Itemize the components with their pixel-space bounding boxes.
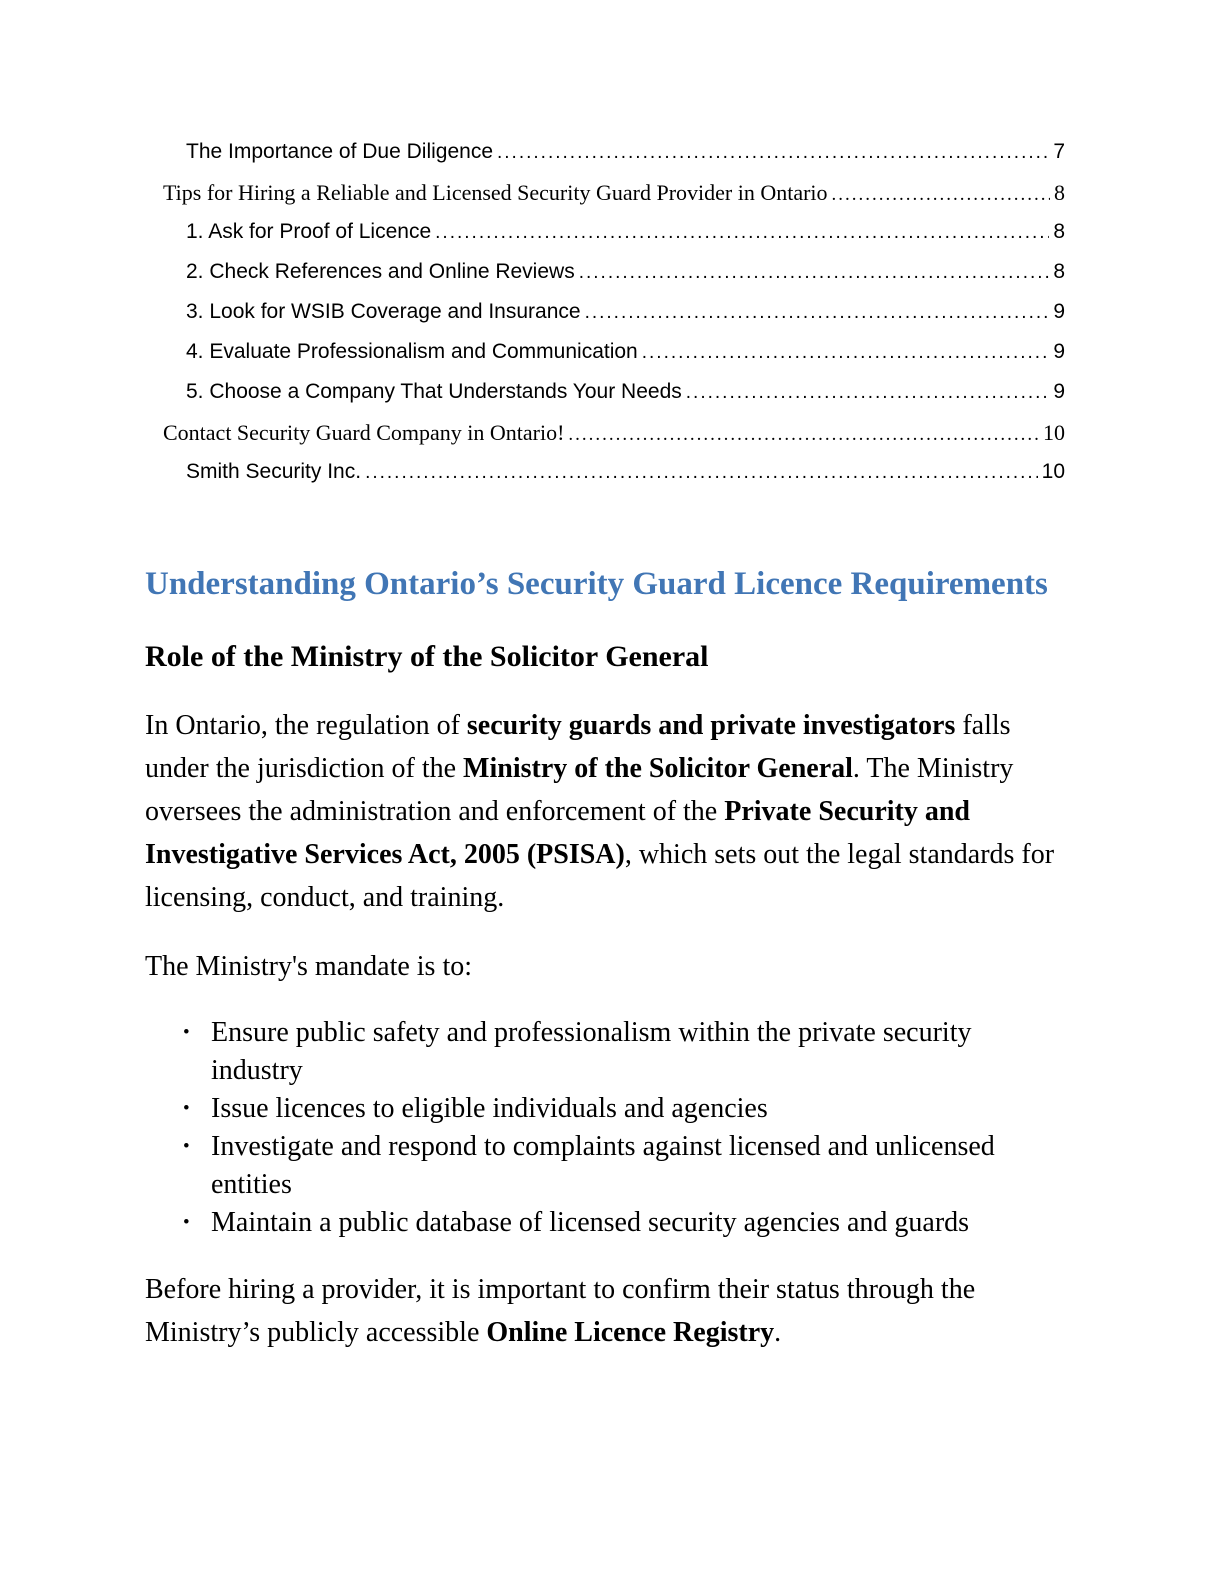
toc-entry-tips-for-hiring[interactable] xyxy=(145,180,1065,220)
section-heading: Understanding Ontario’s Security Guard Licence Requirements xyxy=(145,566,1048,602)
toc-entry-label: 1. Ask for Proof of Licence xyxy=(186,220,432,243)
toc-entry-label: 4. Evaluate Professionalism and Communication xyxy=(186,340,638,363)
text-run-bold: security guards and private investigators xyxy=(466,710,956,741)
toc-dot-leader xyxy=(642,340,1050,364)
toc-page-number: 9 xyxy=(1053,380,1065,403)
toc-dot-leader xyxy=(579,260,1050,284)
toc-dot-leader xyxy=(585,300,1050,324)
toc-entry-check-references[interactable] xyxy=(145,260,1065,300)
paragraph-regulation xyxy=(145,704,1065,919)
text-run: , which sets out the legal standards for licensing, conduct, and training. xyxy=(145,839,1055,913)
toc-entry-label: 5. Choose a Company That Understands Your Needs xyxy=(186,380,682,403)
bullet-item: • Maintain a public database of licensed security agencies and guards xyxy=(145,1204,1065,1242)
toc-entry-label: Contact Security Guard Company in Ontario! xyxy=(163,420,565,445)
toc-entry-wsib-coverage[interactable] xyxy=(145,300,1065,340)
toc-page-number: 8 xyxy=(1053,220,1065,243)
toc-page-number: 9 xyxy=(1053,340,1065,363)
text-run: In Ontario, the regulation of xyxy=(145,710,467,741)
bullet-item: • Issue licences to eligible individuals and agencies xyxy=(145,1090,1065,1128)
toc-entry-smith-security[interactable] xyxy=(145,460,1065,500)
toc-entry-label: 2. Check References and Online Reviews xyxy=(186,260,575,283)
mandate-bullet-list xyxy=(145,1014,1065,1242)
toc-entry-label: The Importance of Due Diligence xyxy=(186,140,493,163)
paragraph-mandate-intro: The Ministry's mandate is to: xyxy=(145,951,473,982)
toc-dot-leader xyxy=(686,380,1050,404)
toc-page-number: 10 xyxy=(1041,460,1065,483)
toc-page-number: 8 xyxy=(1053,260,1065,283)
subsection-heading: Role of the Ministry of the Solicitor General xyxy=(145,640,709,673)
text-run-bold: Online Licence Registry xyxy=(486,1317,775,1348)
bullet-item: • Ensure public safety and professionalism within the private security industry xyxy=(145,1014,1065,1090)
text-run-bold: Private Security and Investigative Services Act, 2005 (PSISA) xyxy=(145,796,970,870)
toc-dot-leader xyxy=(435,220,1049,244)
table-of-contents xyxy=(145,140,1065,500)
text-run: falls under the jurisdiction of the xyxy=(145,710,1011,784)
toc-dot-leader xyxy=(497,140,1049,164)
toc-entry-due-diligence[interactable] xyxy=(145,140,1065,180)
paragraph-registry xyxy=(145,1268,1065,1354)
toc-entry-label: Smith Security Inc. xyxy=(186,460,362,483)
toc-entry-choose-a-company[interactable] xyxy=(145,380,1065,420)
toc-page-number: 10 xyxy=(1043,420,1065,445)
text-run: Before hiring a provider, it is important to confirm their status through the Ministry’s publicly accessible xyxy=(145,1274,976,1348)
toc-dot-leader xyxy=(365,460,1038,484)
toc-entry-evaluate-professionalism[interactable] xyxy=(145,340,1065,380)
toc-page-number: 7 xyxy=(1053,140,1065,163)
toc-entry-ask-for-proof[interactable] xyxy=(145,220,1065,260)
toc-dot-leader xyxy=(832,180,1050,206)
text-run: . The Ministry oversees the administration and enforcement of the xyxy=(145,753,1014,827)
toc-page-number: 8 xyxy=(1054,180,1065,205)
bullet-item: • Investigate and respond to complaints against licensed and unlicensed entities xyxy=(145,1128,1065,1204)
toc-entry-contact-company[interactable] xyxy=(145,420,1065,460)
toc-entry-label: 3. Look for WSIB Coverage and Insurance xyxy=(186,300,581,323)
toc-entry-label: Tips for Hiring a Reliable and Licensed Security Guard Provider in Ontario xyxy=(163,180,828,205)
text-run: . xyxy=(774,1317,782,1348)
toc-dot-leader xyxy=(568,420,1039,446)
text-run-bold: Ministry of the Solicitor General xyxy=(463,753,853,784)
toc-page-number: 9 xyxy=(1053,300,1065,323)
